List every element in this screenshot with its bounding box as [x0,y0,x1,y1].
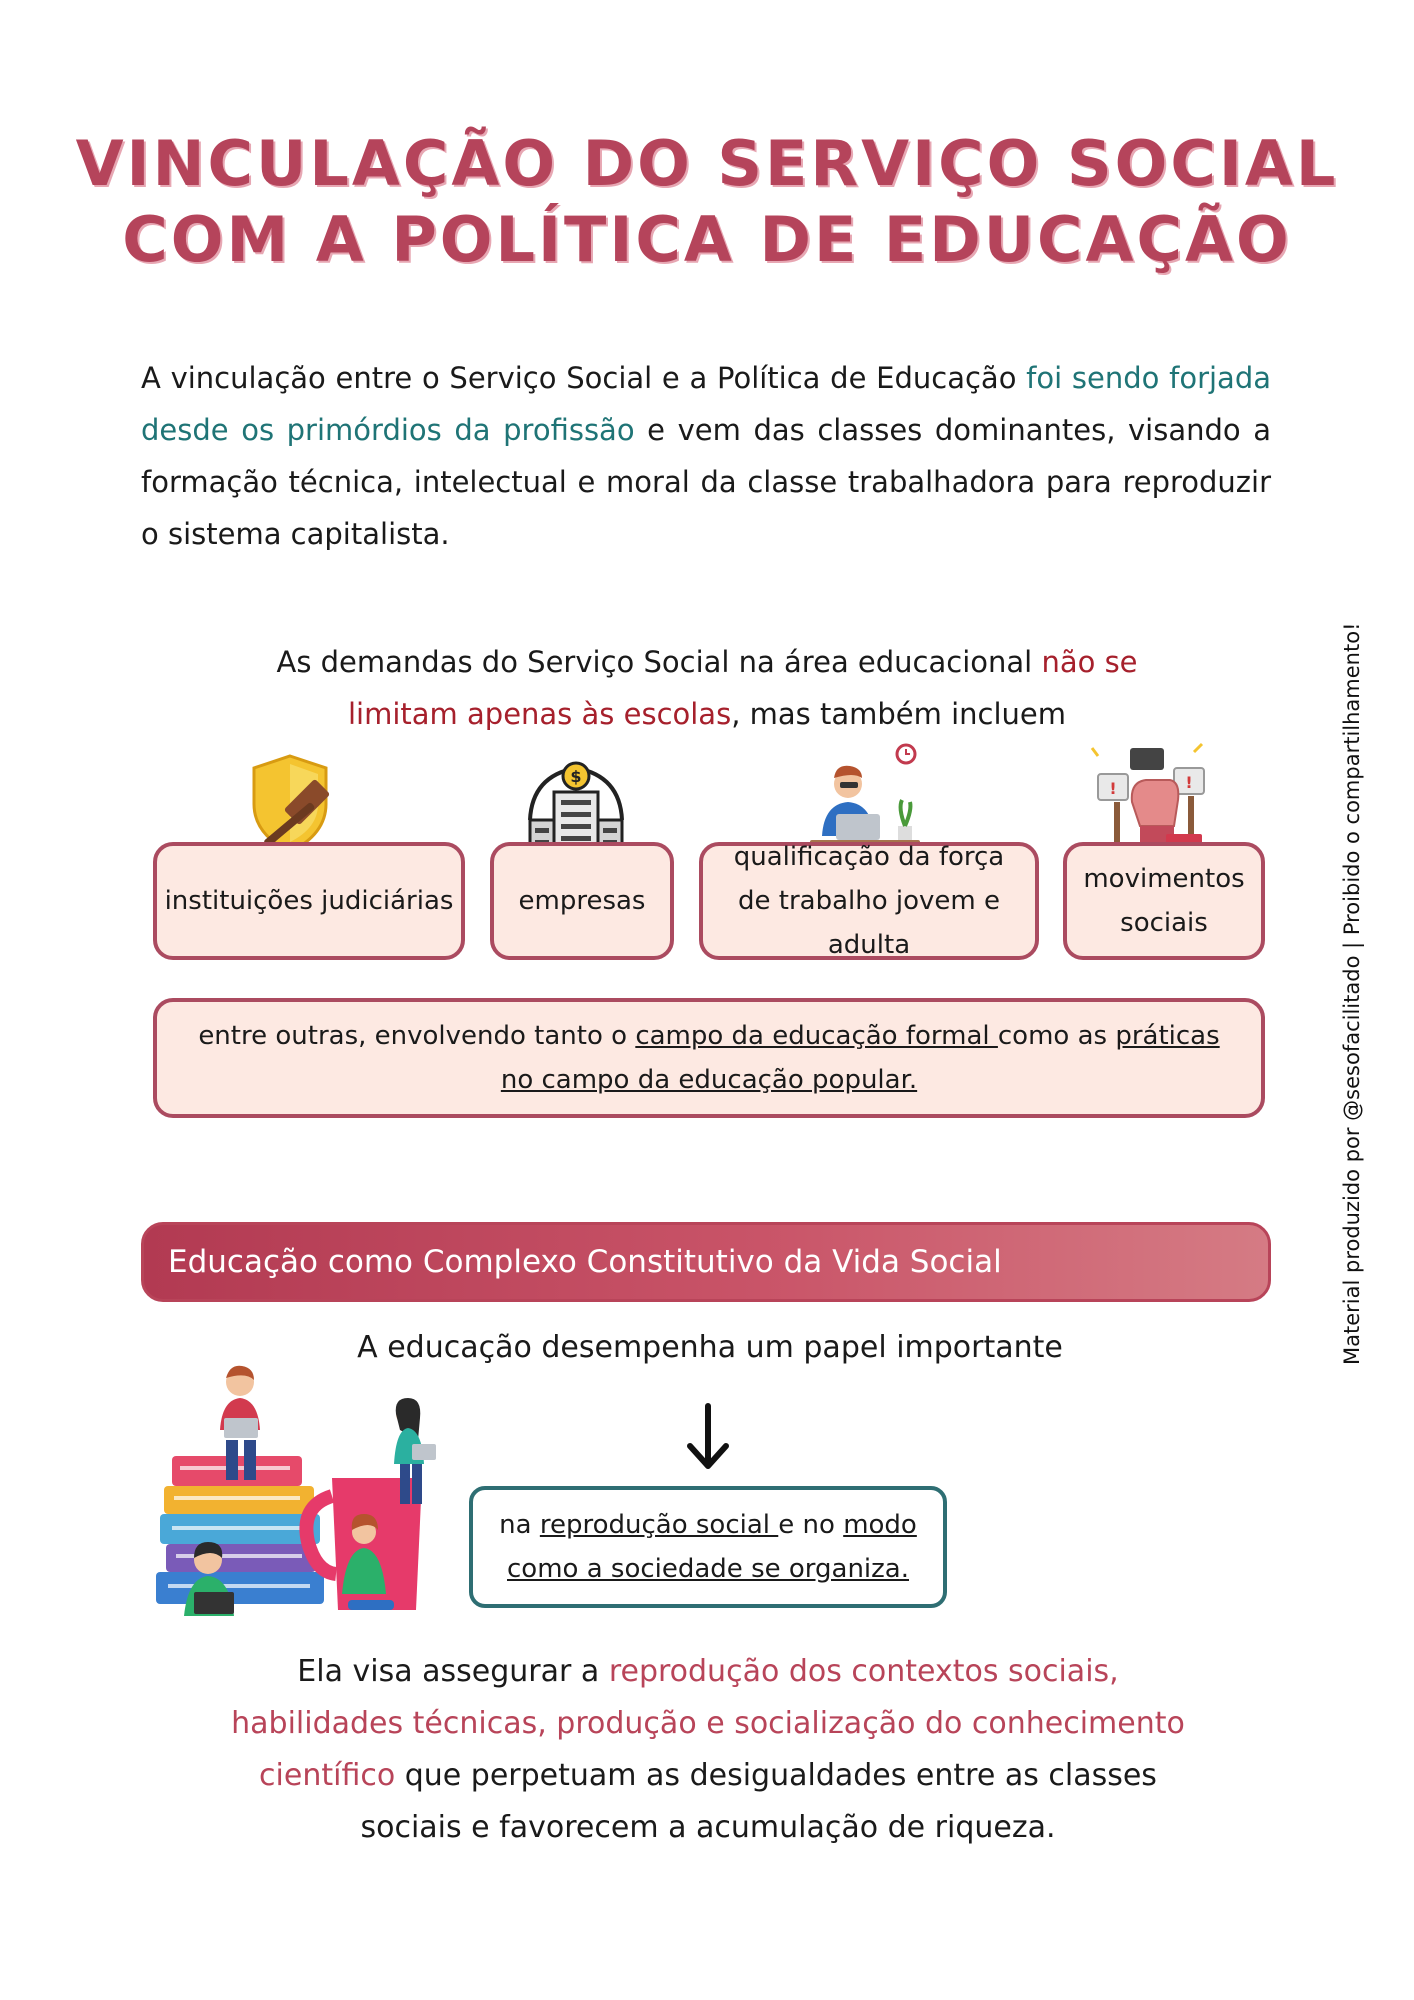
final-text-1: Ela visa assegurar a [297,1654,609,1689]
box-label: instituições judiciárias [164,886,454,916]
intro-paragraph [141,352,1271,560]
others-text-1: entre outras, envolvendo tanto o [198,1021,636,1051]
intro-text-2: e vem das classes dominantes, visando a formação técnica, intelectual e moral da classe trabalhadora para reproduzir o sistema capitalista. [141,413,1272,551]
demands-text-1: As demandas do Serviço Social na área educacional [276,645,1042,679]
student-on-mug-icon [394,1398,436,1504]
demands-highlight: não se limitam apenas às escolas [347,645,1138,731]
svg-text:$: $ [570,767,582,786]
intro-highlight: foi sendo forjada desde os primórdios da profissão [141,361,1271,447]
section-title: Educação como Complexo Constitutivo da Vida Social [168,1244,1002,1280]
demands-heading [250,636,1164,740]
box-entre-outras [153,998,1265,1118]
box-text-1: na [499,1510,540,1540]
education-reproduction-box [469,1486,947,1608]
final-highlight: reprodução dos contextos sociais, habilidades técnicas, produção e socialização do conhecimento científico [231,1654,1185,1793]
intro-text-1: A vinculação entre o Serviço Social e a Política de Educação [141,361,1027,395]
box-label: empresas [518,886,646,916]
books-stack-icon [156,1456,324,1604]
students-books-illustration [150,1360,466,1630]
box-entre-outras-text [197,1014,1221,1102]
side-credit: Material produzido por @sesofacilitado | Proibido o compartilhamento! [1340,622,1364,1365]
campo-educacao-formal: campo da educação formal [635,1021,998,1051]
box-movimentos-sociais [1063,842,1265,960]
box-instituicoes-judiciarias [153,842,465,960]
praticas-educacao-popular: práticas no campo da educação popular. [500,1021,1220,1095]
box-empresas [490,842,674,960]
arrow-down-icon [684,1402,732,1472]
box-text-2: e no [778,1510,844,1540]
box-label: qualificação da força de trabalho jovem e adulta [733,842,1005,960]
section-header-educacao [141,1222,1271,1302]
como-sociedade-organiza: como a sociedade se organiza. [507,1554,909,1584]
demands-text-2: , mas também incluem [731,697,1066,731]
box-qualificacao [699,842,1039,960]
education-box-text [499,1503,917,1591]
reproducao-social: reprodução social [539,1510,779,1540]
page-title [0,126,1414,278]
modo: modo [843,1510,917,1540]
others-text-2: como as [997,1021,1116,1051]
final-text-2: que perpetuam as desigualdades entre as classes sociais e favorecem a acumulação de riqueza. [360,1758,1157,1845]
title-line-2: COM A POLÍTICA DE EDUCAÇÃO [122,203,1292,276]
title-line-1: VINCULAÇÃO DO SERVIÇO SOCIAL [75,127,1339,200]
box-label: movimentos sociais [1083,864,1245,938]
education-lead: A educação desempenha um papel importante [357,1330,1063,1365]
svg-text:!: ! [1185,773,1193,792]
final-paragraph [230,1646,1186,1854]
svg-text:!: ! [1109,779,1117,798]
